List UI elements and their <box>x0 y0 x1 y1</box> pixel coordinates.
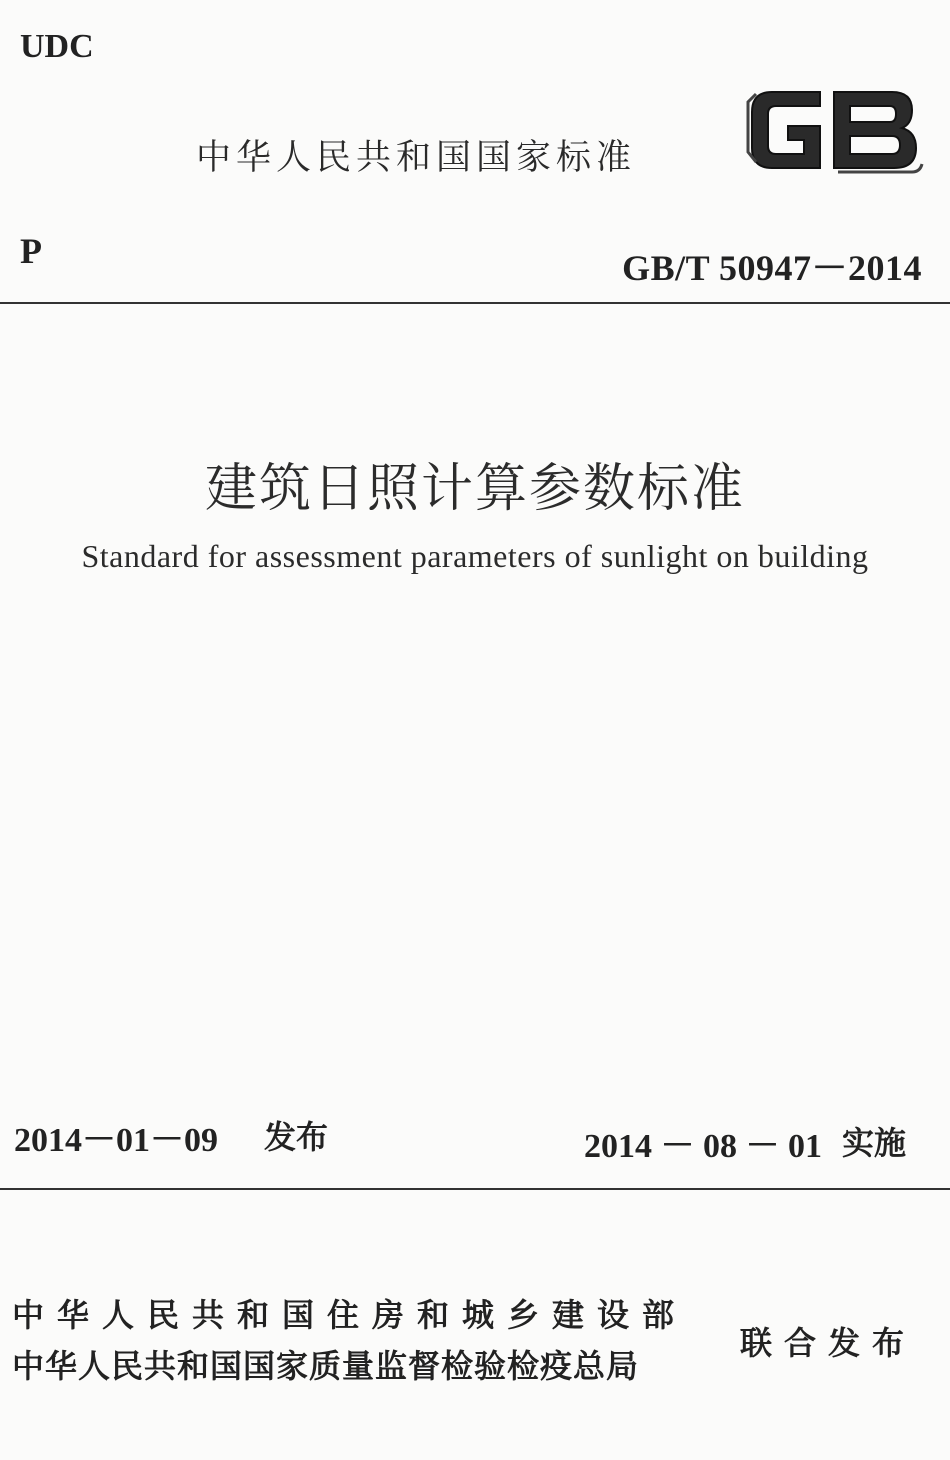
standard-number: GB/T 50947－2014 <box>622 248 922 288</box>
top-divider <box>0 302 950 304</box>
national-standard-heading: 中华人民共和国国家标准 <box>196 138 637 178</box>
effective-date: 2014 － 08 － 01 <box>584 1128 822 1165</box>
gb-logo-icon <box>742 82 926 178</box>
title-chinese: 建筑日照计算参数标准 <box>204 459 745 519</box>
udc-label: UDC <box>20 28 94 65</box>
bottom-divider <box>0 1188 950 1190</box>
category-code: P <box>20 231 42 271</box>
issue-date: 2014－01－09 <box>14 1122 218 1159</box>
issue-label: 发布 <box>264 1118 329 1156</box>
title-english: Standard for assessment parameters of sunlight on building <box>81 538 869 574</box>
gb-logo <box>742 82 926 178</box>
publisher-aqsiq: 中华人民共和国国家质量监督检验检疫总局 <box>12 1347 640 1385</box>
publisher-ministry-housing: 中华人民共和国住房和城乡建设部 <box>12 1296 688 1334</box>
effective-label: 实施 <box>842 1124 907 1162</box>
joint-publish-label: 联合发布 <box>740 1324 917 1362</box>
